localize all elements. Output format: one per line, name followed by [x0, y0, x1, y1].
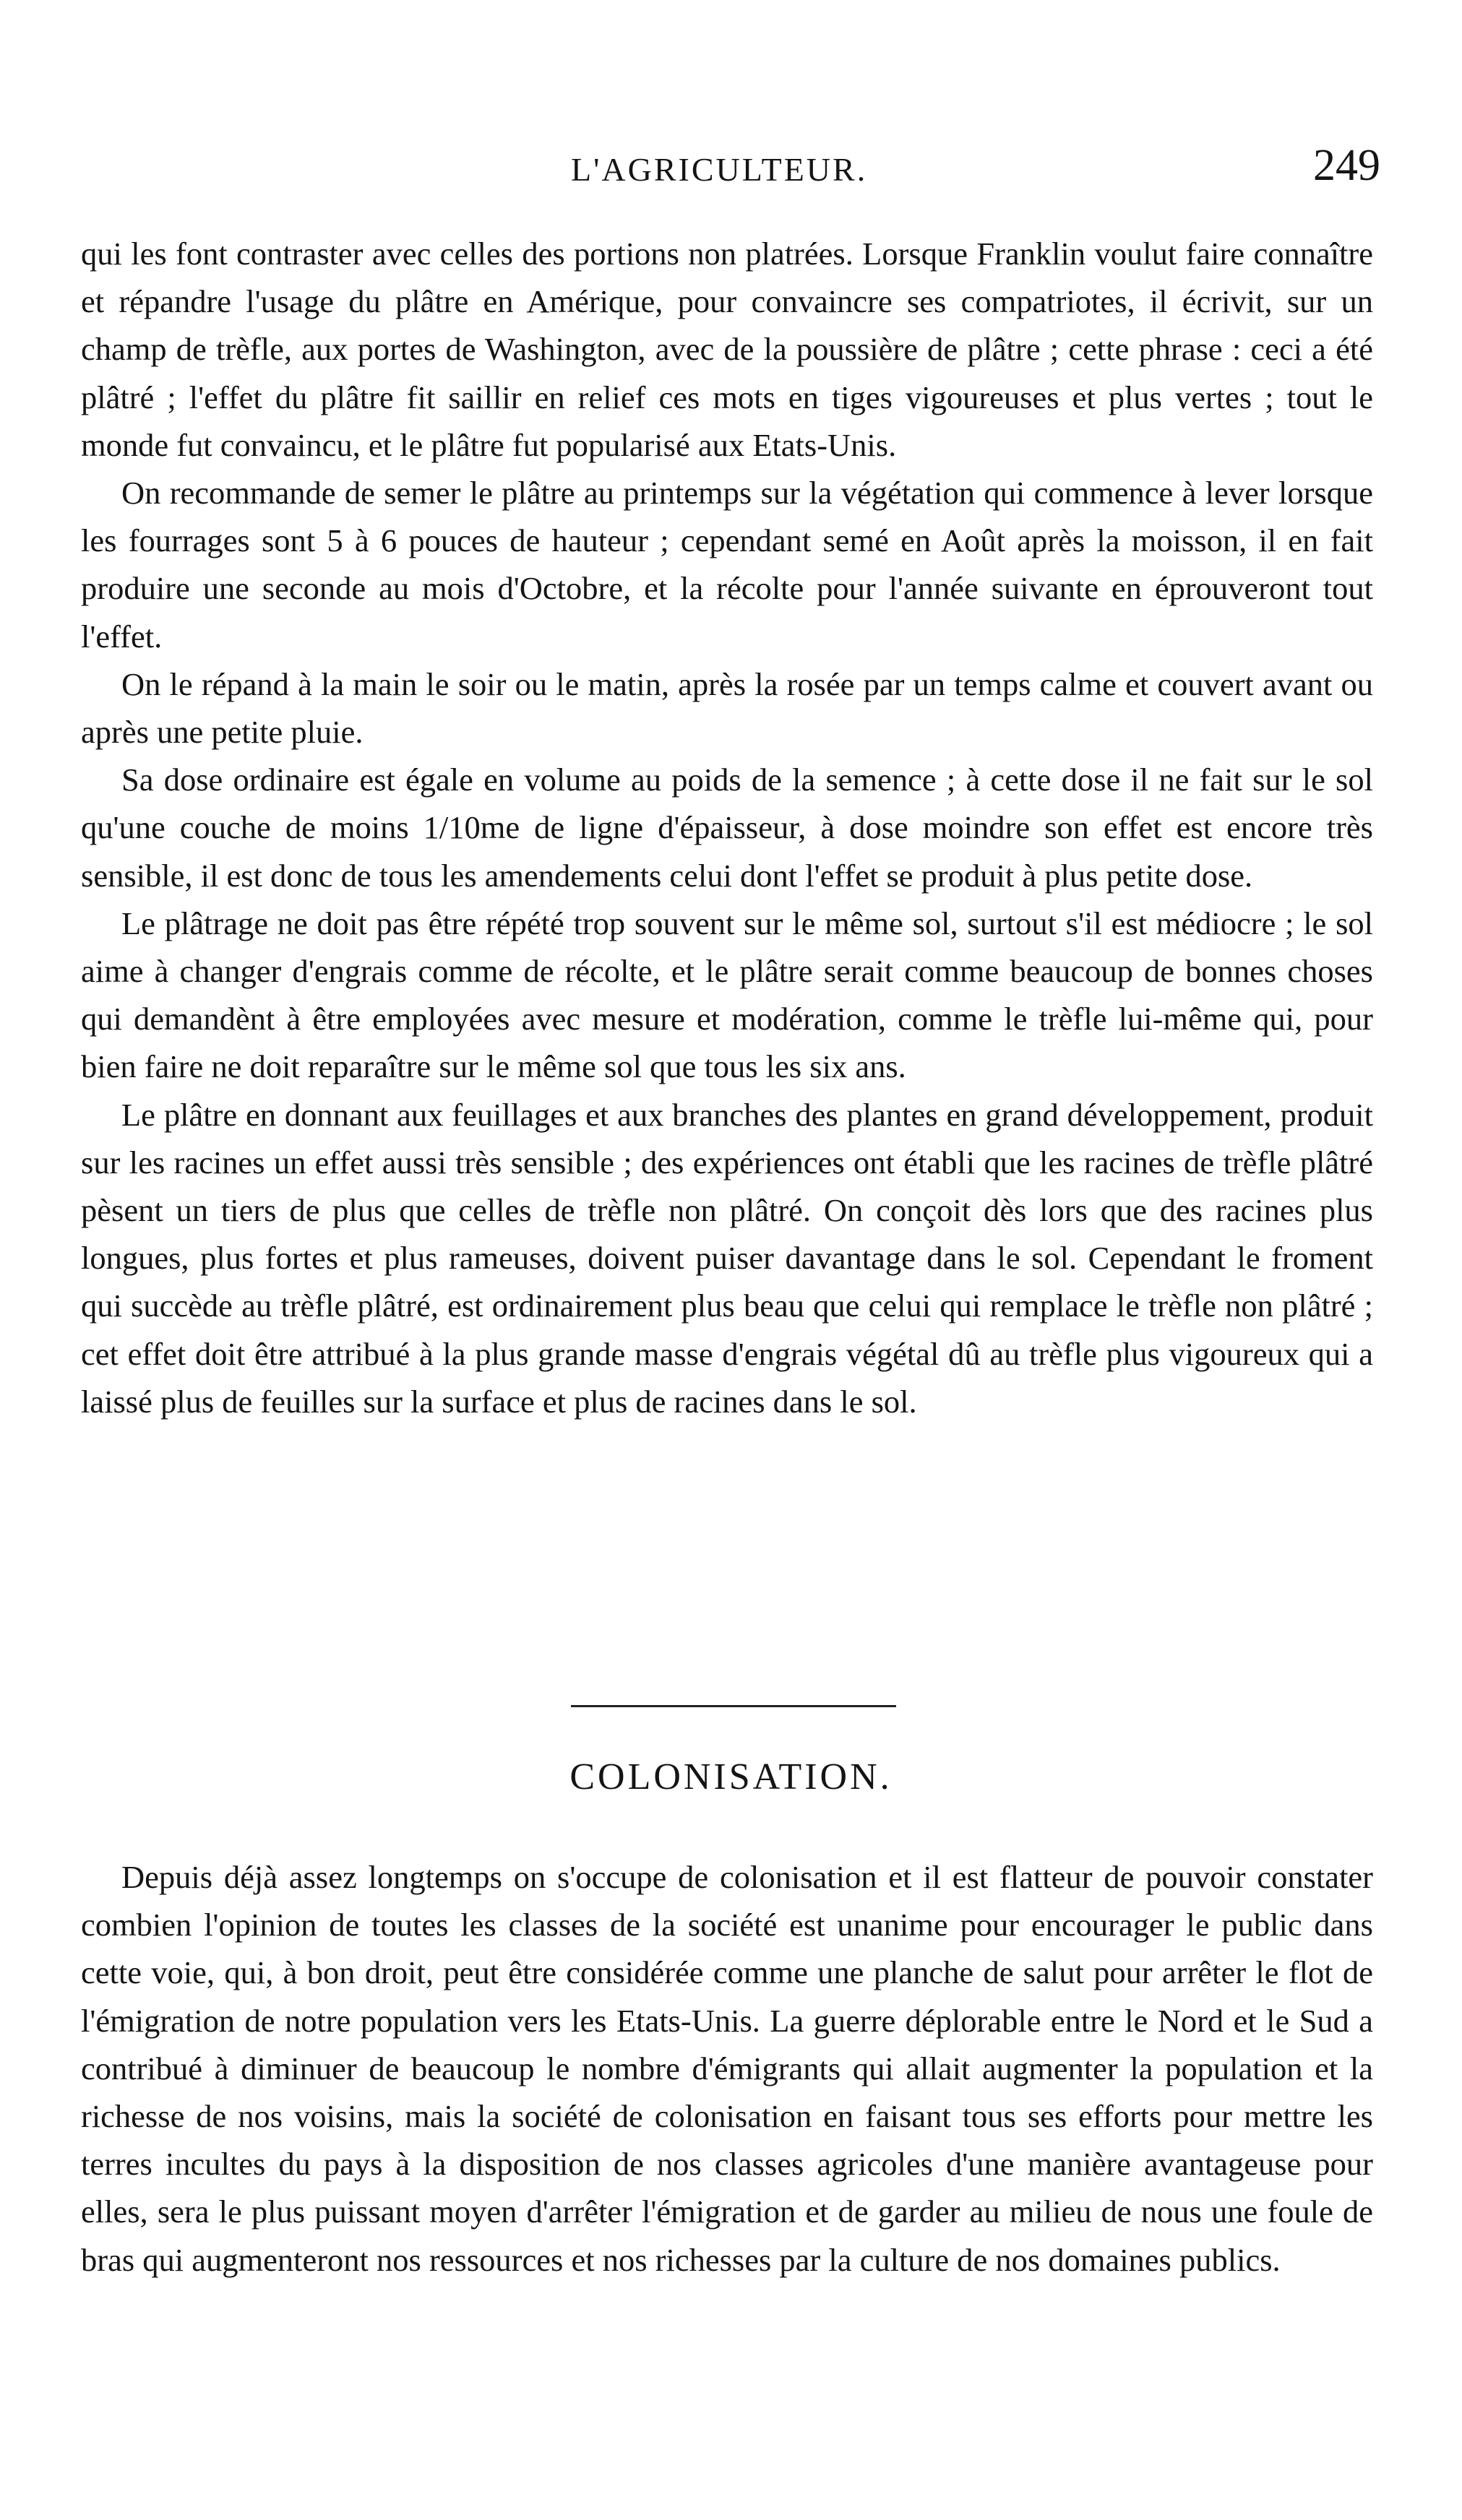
paragraph-colonisation: Depuis déjà assez longtemps on s'occupe de colonisation et il est flatteur de pouvoir constater combien l'opinion de toutes les classes de la société est unanime pour encourager le public dans cette voie, qui, à bon droit, peut être considérée comme une planche de salut pour arrêter le flot de l'émigration de notre population vers les Etats-Unis. La guerre déplorable entre le Nord et le Sud a contribué à diminuer de beaucoup le nombre d'émigrants qui allait augmenter la population et la richesse de nos voisins, mais la société de colonisation en faisant tous ses efforts pour mettre les terres incultes du pays à la disposition de nos classes agricoles d'une manière avantageuse pour elles, sera le plus puissant moyen d'arrêter l'émigration et de garder au milieu de nous une foule de bras qui augmenteront nos ressources et nos richesses par la culture de nos domaines publics. [81, 1859, 1373, 2278]
paragraph-franklin: qui les font contraster avec celles des portions non platrées. Lorsque Franklin voulut faire connaître et répandre l'usage du plâtre en Amérique, pour convaincre ses compatriotes, il écrivit, sur un champ de trèfle, aux portes de Washington, avec de la poussière de plâtre ; cette phrase : ceci a été plâtré ; l'effet du plâtre fit saillir en relief ces mots en tiges vigoureuses et plus vertes ; tout le monde fut convaincu, et le plâtre fut popularisé aux Etats-Unis. [81, 236, 1373, 463]
paragraph-sowing-season: On recommande de semer le plâtre au printemps sur la végétation qui commence à lever lorsque les fourrages sont 5 à 6 pouces de hauteur ; cependant semé en Août après la moisson, il en fait produire une seconde au mois d'Octobre, et la récolte pour l'année suivante en éprouveront tout l'effet. [81, 475, 1373, 655]
running-head [79, 141, 1380, 202]
paragraph-repetition: Le plâtrage ne doit pas être répété trop souvent sur le même sol, surtout s'il est médiocre ; le sol aime à changer d'engrais comme de récolte, et le plâtre serait comme beaucoup de bonnes choses qui demandènt à être employées avec mesure et modération, comme le trèfle lui-même qui, pour bien faire ne doit reparaître sur le même sol que tous les six ans. [81, 905, 1373, 1085]
paragraph-dose: Sa dose ordinaire est égale en volume au poids de la semence ; à cette dose il ne fait sur le sol qu'une couche de moins 1/10me de ligne d'épaisseur, à dose moindre son effet est encore très sensible, il est donc de tous les amendements celui dont l'effet se produit à plus petite dose. [81, 761, 1373, 894]
page-number: 249 [1313, 141, 1380, 190]
section-body [81, 1853, 1373, 2284]
paragraph-spreading: On le répand à la main le soir ou le matin, après la rosée par un temps calme et couvert avant ou après une petite pluie. [81, 665, 1373, 751]
paragraph-roots: Le plâtre en donnant aux feuillages et aux branches des plantes en grand développement, produit sur les racines un effet aussi très sensible ; des expériences ont établi que les racines de trèfle plâtré pèsent un tiers de plus que celles de trèfle non plâtré. On conçoit dès lors que des racines plus longues, plus fortes et plus rameuses, doivent puiser davantage dans le sol. Cependant le froment qui succède au trèfle plâtré, est ordinairement plus beau que celui qui remplace le trèfle non plâtré ; cet effet doit être attribué à la plus grande masse d'engrais végétal dû au trèfle plus vigoureux qui a laissé plus de feuilles sur la surface et plus de racines dans le sol. [81, 1096, 1373, 1420]
body-text [81, 230, 1373, 1425]
section-divider [571, 1705, 896, 1707]
running-title: L'AGRICULTEUR. [571, 151, 868, 188]
section-heading: COLONISATION. [569, 1756, 893, 1798]
